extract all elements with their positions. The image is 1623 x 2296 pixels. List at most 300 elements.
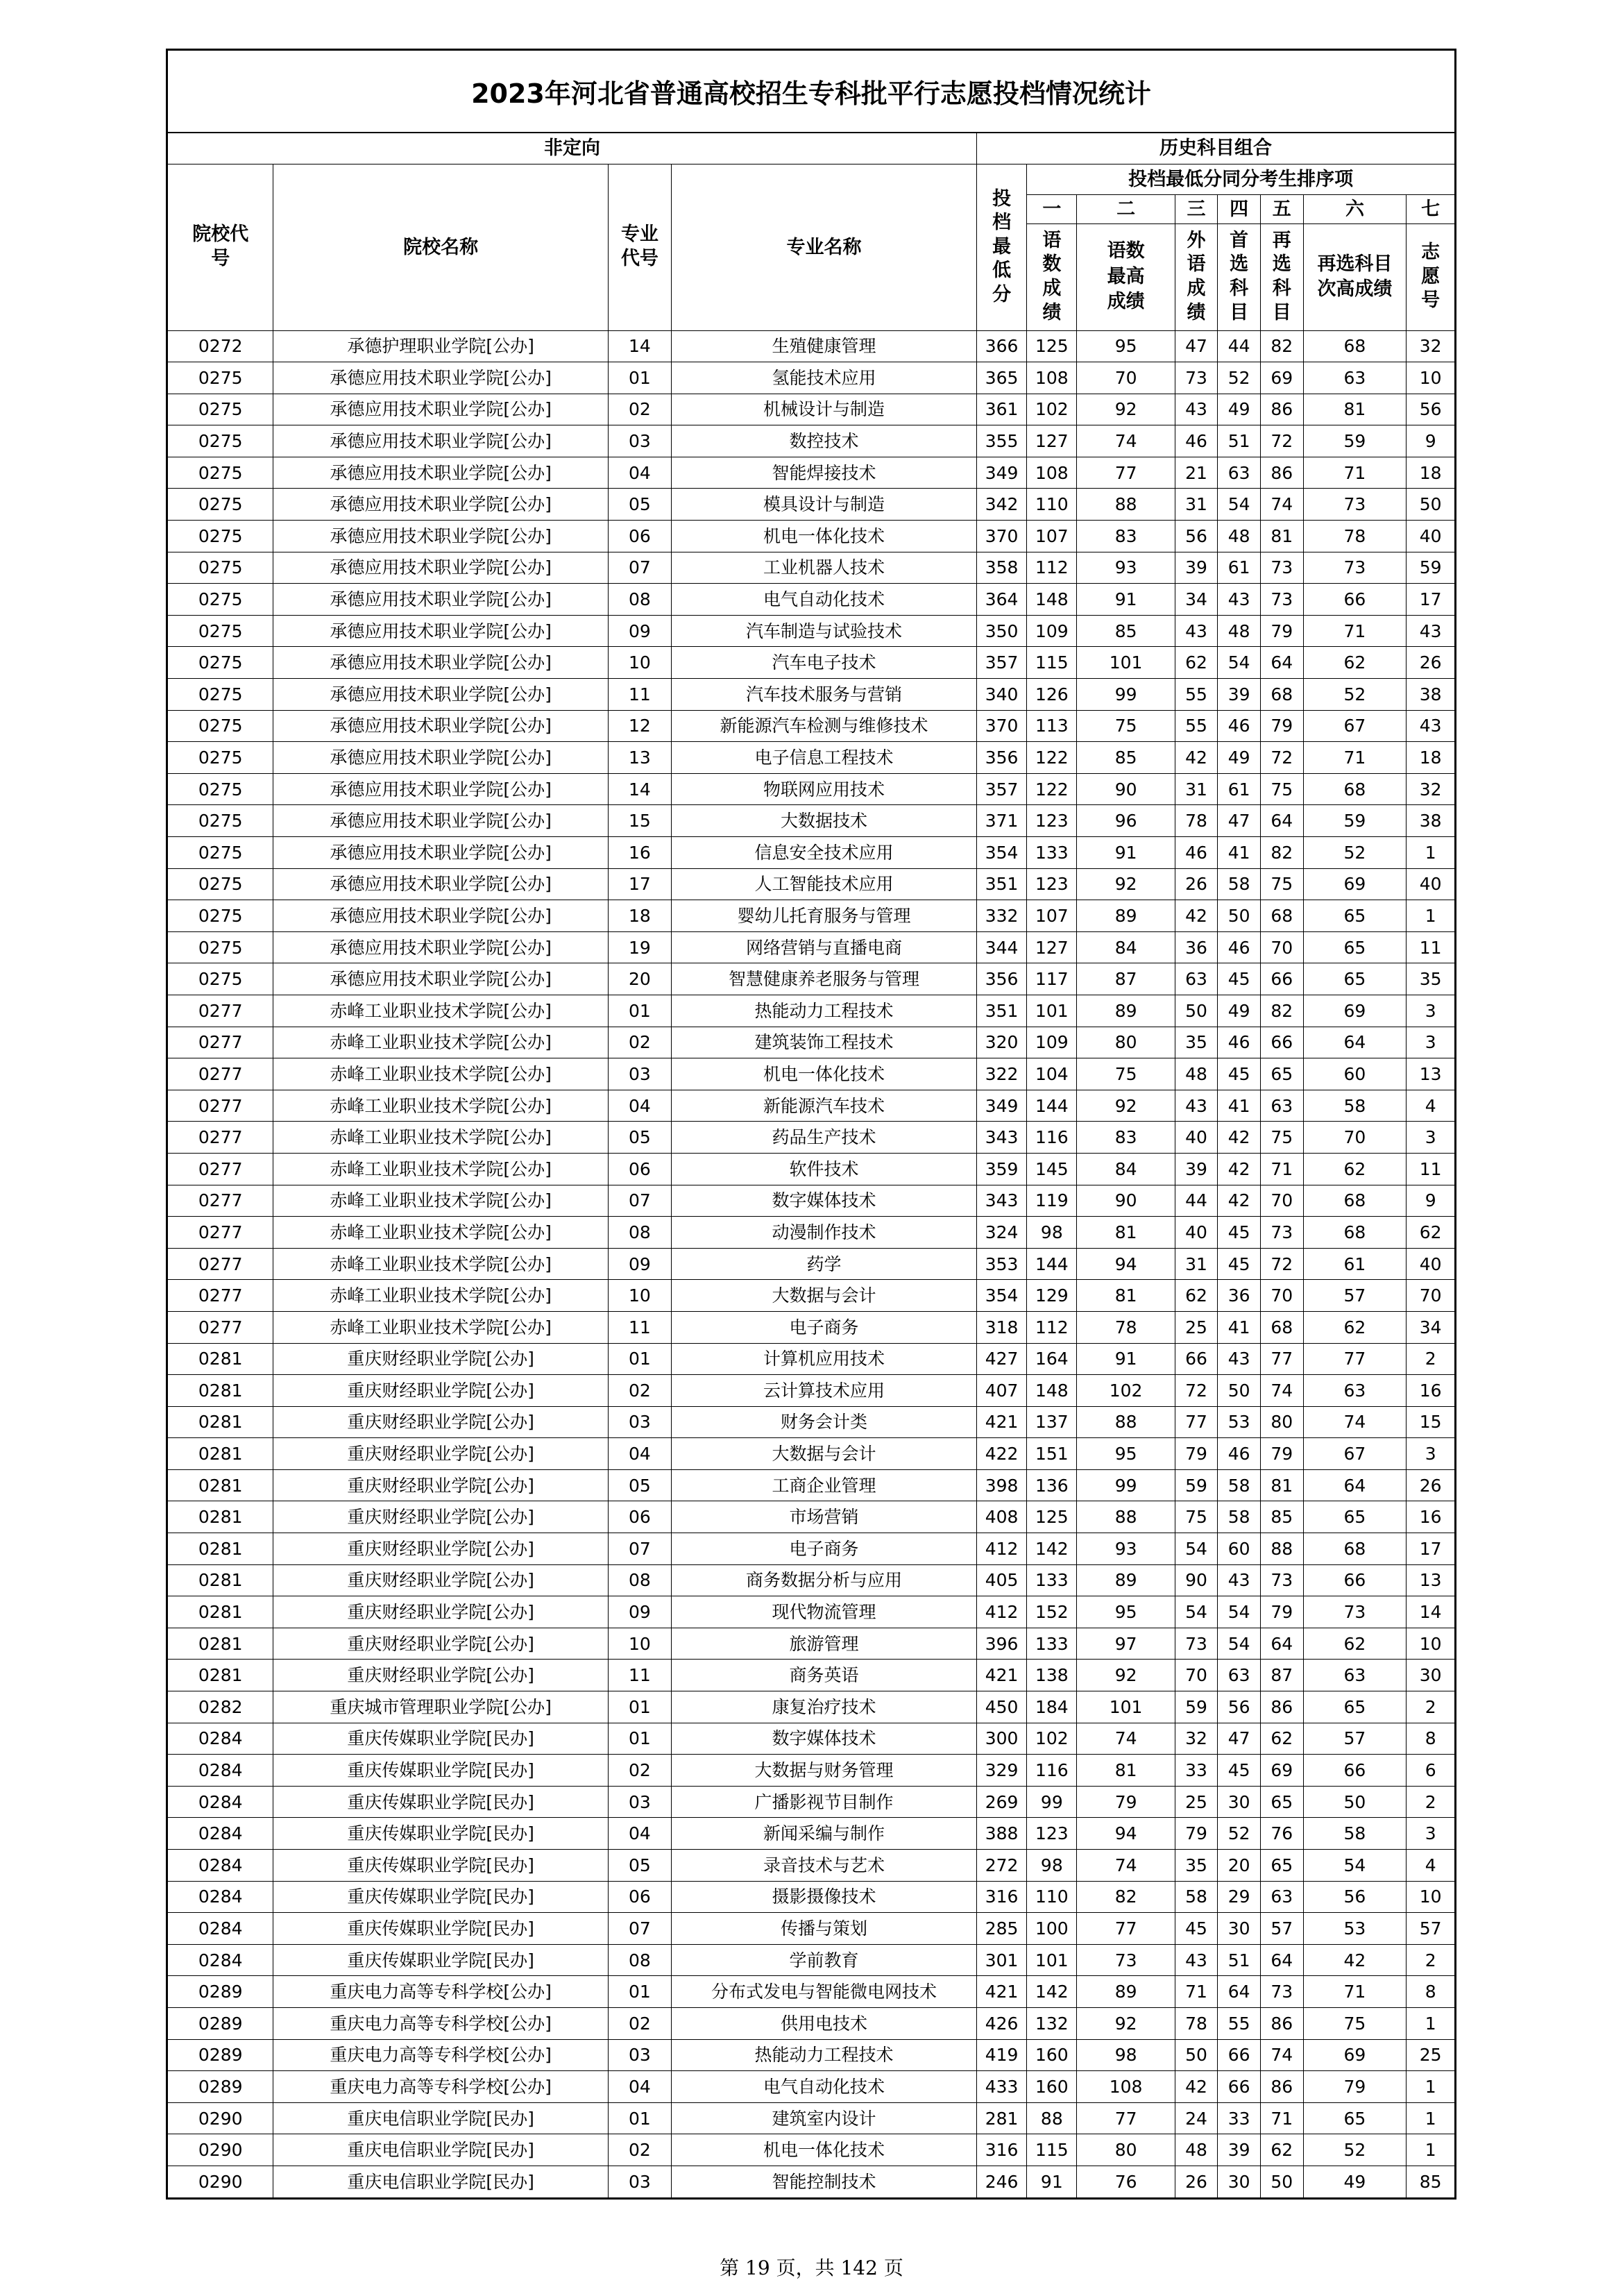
cell-first-subject: 55 [1218, 2007, 1261, 2039]
cell-second-subject: 75 [1260, 868, 1303, 900]
cell-major-name: 机电一体化技术 [672, 1058, 977, 1090]
cell-second-subject: 82 [1260, 837, 1303, 869]
cell-second-subject-secondary: 57 [1303, 1723, 1407, 1755]
cell-chinese-math: 138 [1027, 1660, 1077, 1691]
cell-major-code: 05 [608, 1850, 671, 1882]
cell-major-code: 07 [608, 1913, 671, 1945]
cell-school-code: 0284 [168, 1913, 273, 1945]
cell-choice-number: 9 [1407, 1185, 1454, 1217]
cell-chinese-math-max: 95 [1077, 1438, 1175, 1470]
table-row [168, 1564, 1454, 1596]
cell-choice-number: 25 [1407, 2039, 1454, 2071]
cell-school-code: 0277 [168, 995, 273, 1027]
cell-foreign-language: 79 [1175, 1818, 1218, 1850]
cell-major-name: 信息安全技术应用 [672, 837, 977, 869]
cell-major-code: 03 [608, 425, 671, 457]
cell-chinese-math-max: 77 [1077, 2102, 1175, 2134]
cell-second-subject: 63 [1260, 1090, 1303, 1122]
cell-second-subject: 64 [1260, 647, 1303, 679]
cell-second-subject: 74 [1260, 1375, 1303, 1407]
cell-major-name: 建筑室内设计 [672, 2102, 977, 2134]
cell-second-subject: 64 [1260, 1628, 1303, 1660]
cell-choice-number: 56 [1407, 394, 1454, 425]
cell-major-code: 09 [608, 615, 671, 647]
cell-second-subject-secondary: 78 [1303, 521, 1407, 552]
cell-foreign-language: 25 [1175, 1786, 1218, 1818]
cell-second-subject-secondary: 57 [1303, 1280, 1407, 1312]
cell-school-code: 0275 [168, 805, 273, 837]
cell-major-code: 05 [608, 1469, 671, 1501]
cell-choice-number: 4 [1407, 1090, 1454, 1122]
cell-second-subject-secondary: 61 [1303, 1248, 1407, 1280]
cell-min-score: 364 [976, 584, 1026, 616]
cell-major-name: 汽车制造与试验技术 [672, 615, 977, 647]
cell-major-code: 14 [608, 773, 671, 805]
cell-chinese-math: 104 [1027, 1058, 1077, 1090]
cell-min-score: 356 [976, 963, 1026, 995]
cell-school-code: 0275 [168, 362, 273, 394]
cell-school-code: 0275 [168, 931, 273, 963]
cell-major-code: 08 [608, 584, 671, 616]
cell-min-score: 343 [976, 1122, 1026, 1154]
cell-chinese-math: 112 [1027, 1311, 1077, 1343]
cell-choice-number: 1 [1407, 2102, 1454, 2134]
cell-major-name: 数控技术 [672, 425, 977, 457]
table-row [168, 1850, 1454, 1882]
cell-choice-number: 17 [1407, 584, 1454, 616]
cell-second-subject-secondary: 65 [1303, 963, 1407, 995]
cell-chinese-math: 122 [1027, 773, 1077, 805]
cell-min-score: 318 [976, 1311, 1026, 1343]
cell-first-subject: 50 [1218, 900, 1261, 932]
cell-second-subject-secondary: 54 [1303, 1850, 1407, 1882]
cell-school-name: 重庆电信职业学院[民办] [273, 2102, 608, 2134]
cell-first-subject: 44 [1218, 330, 1261, 362]
table-row [168, 1343, 1454, 1375]
cell-second-subject: 70 [1260, 931, 1303, 963]
cell-second-subject: 82 [1260, 995, 1303, 1027]
cell-second-subject: 73 [1260, 1217, 1303, 1249]
cell-chinese-math: 102 [1027, 1723, 1077, 1755]
cell-school-code: 0289 [168, 2071, 273, 2103]
cell-school-code: 0275 [168, 868, 273, 900]
cell-major-code: 20 [608, 963, 671, 995]
cell-first-subject: 42 [1218, 1122, 1261, 1154]
cell-chinese-math-max: 88 [1077, 489, 1175, 521]
cell-min-score: 357 [976, 773, 1026, 805]
cell-foreign-language: 39 [1175, 552, 1218, 584]
cell-chinese-math-max: 94 [1077, 1248, 1175, 1280]
ord-2: 二 [1077, 194, 1175, 223]
cell-school-name: 重庆财经职业学院[公办] [273, 1564, 608, 1596]
table-row [168, 1280, 1454, 1312]
cell-first-subject: 43 [1218, 584, 1261, 616]
cell-foreign-language: 40 [1175, 1217, 1218, 1249]
cell-chinese-math-max: 77 [1077, 1913, 1175, 1945]
table-row [168, 2102, 1454, 2134]
sub-first-subject: 首选科目 [1218, 223, 1261, 330]
cell-school-name: 赤峰工业职业技术学院[公办] [273, 1027, 608, 1058]
table-row [168, 1881, 1454, 1913]
cell-major-code: 10 [608, 1628, 671, 1660]
cell-chinese-math-max: 74 [1077, 1723, 1175, 1755]
cell-min-score: 419 [976, 2039, 1026, 2071]
cell-second-subject: 82 [1260, 330, 1303, 362]
cell-second-subject-secondary: 71 [1303, 615, 1407, 647]
cell-foreign-language: 36 [1175, 931, 1218, 963]
cell-school-code: 0275 [168, 837, 273, 869]
cell-major-name: 供用电技术 [672, 2007, 977, 2039]
cell-choice-number: 26 [1407, 647, 1454, 679]
cell-school-name: 重庆城市管理职业学院[公办] [273, 1691, 608, 1723]
cell-chinese-math-max: 90 [1077, 1185, 1175, 1217]
cell-first-subject: 50 [1218, 1375, 1261, 1407]
cell-school-code: 0275 [168, 963, 273, 995]
cell-choice-number: 14 [1407, 1596, 1454, 1628]
cell-chinese-math-max: 92 [1077, 394, 1175, 425]
table-row [168, 362, 1454, 394]
cell-chinese-math: 164 [1027, 1343, 1077, 1375]
cell-min-score: 405 [976, 1564, 1026, 1596]
cell-foreign-language: 59 [1175, 1469, 1218, 1501]
cell-min-score: 421 [976, 1660, 1026, 1691]
cell-min-score: 355 [976, 425, 1026, 457]
sub-foreign-language: 外语成绩 [1175, 223, 1218, 330]
cell-school-code: 0282 [168, 1691, 273, 1723]
cell-school-name: 承德应用技术职业学院[公办] [273, 963, 608, 995]
cell-major-name: 云计算技术应用 [672, 1375, 977, 1407]
cell-first-subject: 45 [1218, 1248, 1261, 1280]
cell-foreign-language: 44 [1175, 1185, 1218, 1217]
cell-second-subject: 86 [1260, 457, 1303, 489]
cell-choice-number: 3 [1407, 995, 1454, 1027]
cell-chinese-math: 110 [1027, 1881, 1077, 1913]
cell-second-subject-secondary: 64 [1303, 1027, 1407, 1058]
cell-second-subject-secondary: 73 [1303, 552, 1407, 584]
cell-school-name: 重庆财经职业学院[公办] [273, 1596, 608, 1628]
cell-chinese-math: 142 [1027, 1533, 1077, 1565]
table-body [168, 330, 1454, 2197]
cell-school-code: 0277 [168, 1185, 273, 1217]
cell-major-code: 02 [608, 2134, 671, 2166]
cell-second-subject: 86 [1260, 2007, 1303, 2039]
cell-second-subject: 57 [1260, 1913, 1303, 1945]
cell-school-code: 0272 [168, 330, 273, 362]
cell-major-code: 03 [608, 2039, 671, 2071]
cell-first-subject: 30 [1218, 1786, 1261, 1818]
cell-school-code: 0275 [168, 615, 273, 647]
cell-second-subject-secondary: 52 [1303, 2134, 1407, 2166]
cell-chinese-math-max: 80 [1077, 1027, 1175, 1058]
cell-foreign-language: 31 [1175, 1248, 1218, 1280]
cell-second-subject-secondary: 73 [1303, 489, 1407, 521]
cell-first-subject: 49 [1218, 742, 1261, 774]
cell-first-subject: 66 [1218, 2039, 1261, 2071]
cell-chinese-math: 116 [1027, 1755, 1077, 1787]
cell-foreign-language: 62 [1175, 1280, 1218, 1312]
cell-chinese-math-max: 93 [1077, 1533, 1175, 1565]
cell-second-subject: 76 [1260, 1818, 1303, 1850]
cell-min-score: 398 [976, 1469, 1026, 1501]
table-row [168, 1501, 1454, 1533]
cell-min-score: 342 [976, 489, 1026, 521]
cell-chinese-math-max: 78 [1077, 1311, 1175, 1343]
cell-school-code: 0284 [168, 1850, 273, 1882]
cell-school-code: 0275 [168, 457, 273, 489]
cell-chinese-math-max: 101 [1077, 1691, 1175, 1723]
cell-choice-number: 32 [1407, 773, 1454, 805]
cell-chinese-math-max: 89 [1077, 995, 1175, 1027]
cell-min-score: 427 [976, 1343, 1026, 1375]
cell-school-code: 0275 [168, 900, 273, 932]
cell-first-subject: 58 [1218, 1501, 1261, 1533]
cell-school-name: 重庆传媒职业学院[民办] [273, 1913, 608, 1945]
cell-school-name: 重庆财经职业学院[公办] [273, 1628, 608, 1660]
cell-second-subject: 65 [1260, 1058, 1303, 1090]
cell-foreign-language: 34 [1175, 584, 1218, 616]
table-row [168, 1660, 1454, 1691]
cell-min-score: 269 [976, 1786, 1026, 1818]
cell-major-code: 07 [608, 1185, 671, 1217]
cell-choice-number: 1 [1407, 2134, 1454, 2166]
cell-major-code: 01 [608, 995, 671, 1027]
table-row [168, 1311, 1454, 1343]
cell-major-code: 01 [608, 1691, 671, 1723]
cell-second-subject-secondary: 50 [1303, 1786, 1407, 1818]
cell-chinese-math: 108 [1027, 457, 1077, 489]
cell-major-name: 电子商务 [672, 1311, 977, 1343]
cell-min-score: 358 [976, 552, 1026, 584]
cell-chinese-math-max: 95 [1077, 1596, 1175, 1628]
cell-min-score: 408 [976, 1501, 1026, 1533]
cell-min-score: 322 [976, 1058, 1026, 1090]
cell-second-subject: 63 [1260, 1881, 1303, 1913]
cell-school-name: 承德应用技术职业学院[公办] [273, 521, 608, 552]
cell-school-name: 赤峰工业职业技术学院[公办] [273, 1122, 608, 1154]
cell-chinese-math: 148 [1027, 584, 1077, 616]
cell-first-subject: 39 [1218, 2134, 1261, 2166]
cell-school-name: 承德应用技术职业学院[公办] [273, 425, 608, 457]
cell-first-subject: 52 [1218, 1818, 1261, 1850]
cell-major-code: 02 [608, 394, 671, 425]
cell-foreign-language: 31 [1175, 489, 1218, 521]
cell-choice-number: 30 [1407, 1660, 1454, 1691]
cell-foreign-language: 72 [1175, 1375, 1218, 1407]
cell-foreign-language: 78 [1175, 2007, 1218, 2039]
cell-second-subject: 68 [1260, 1311, 1303, 1343]
cell-school-code: 0284 [168, 1818, 273, 1850]
cell-first-subject: 49 [1218, 394, 1261, 425]
cell-chinese-math: 117 [1027, 963, 1077, 995]
ord-6: 六 [1303, 194, 1407, 223]
cell-major-name: 智慧健康养老服务与管理 [672, 963, 977, 995]
cell-chinese-math-max: 98 [1077, 2039, 1175, 2071]
col-school-code: 院校代号 [168, 164, 273, 330]
cell-chinese-math-max: 73 [1077, 1944, 1175, 1976]
cell-major-code: 03 [608, 2166, 671, 2197]
cell-first-subject: 56 [1218, 1691, 1261, 1723]
cell-chinese-math: 109 [1027, 1027, 1077, 1058]
cell-first-subject: 20 [1218, 1850, 1261, 1882]
cell-chinese-math-max: 108 [1077, 2071, 1175, 2103]
cell-school-code: 0281 [168, 1628, 273, 1660]
cell-second-subject-secondary: 59 [1303, 425, 1407, 457]
table-row [168, 521, 1454, 552]
cell-min-score: 344 [976, 931, 1026, 963]
table-row [168, 1976, 1454, 2008]
table-row [168, 995, 1454, 1027]
cell-first-subject: 63 [1218, 457, 1261, 489]
cell-school-name: 重庆电信职业学院[民办] [273, 2134, 608, 2166]
cell-min-score: 357 [976, 647, 1026, 679]
cell-major-name: 智能焊接技术 [672, 457, 977, 489]
cell-major-name: 建筑装饰工程技术 [672, 1027, 977, 1058]
cell-first-subject: 36 [1218, 1280, 1261, 1312]
cell-major-code: 06 [608, 1153, 671, 1185]
cell-first-subject: 30 [1218, 1913, 1261, 1945]
cell-second-subject: 79 [1260, 615, 1303, 647]
cell-major-code: 11 [608, 1311, 671, 1343]
cell-chinese-math-max: 96 [1077, 805, 1175, 837]
cell-min-score: 365 [976, 362, 1026, 394]
cell-school-name: 承德应用技术职业学院[公办] [273, 394, 608, 425]
cell-school-code: 0277 [168, 1280, 273, 1312]
cell-min-score: 320 [976, 1027, 1026, 1058]
cell-foreign-language: 33 [1175, 1755, 1218, 1787]
cell-chinese-math: 109 [1027, 615, 1077, 647]
col-min-score: 投档最低分 [976, 164, 1026, 330]
cell-school-code: 0281 [168, 1660, 273, 1691]
cell-second-subject-secondary: 63 [1303, 1375, 1407, 1407]
cell-major-code: 06 [608, 521, 671, 552]
cell-second-subject-secondary: 69 [1303, 868, 1407, 900]
page-title: 2023年河北省普通高校招生专科批平行志愿投档情况统计 [168, 51, 1454, 133]
cell-major-code: 01 [608, 362, 671, 394]
cell-second-subject-secondary: 74 [1303, 1406, 1407, 1438]
cell-school-name: 重庆电力高等专科学校[公办] [273, 1976, 608, 2008]
cell-first-subject: 30 [1218, 2166, 1261, 2197]
cell-major-name: 大数据与会计 [672, 1438, 977, 1470]
cell-chinese-math-max: 93 [1077, 552, 1175, 584]
cell-choice-number: 18 [1407, 457, 1454, 489]
cell-major-name: 计算机应用技术 [672, 1343, 977, 1375]
table-row [168, 1375, 1454, 1407]
cell-school-name: 承德应用技术职业学院[公办] [273, 362, 608, 394]
cell-chinese-math: 160 [1027, 2071, 1077, 2103]
cell-second-subject-secondary: 68 [1303, 773, 1407, 805]
cell-school-name: 承德应用技术职业学院[公办] [273, 868, 608, 900]
table-row [168, 615, 1454, 647]
cell-school-name: 重庆电力高等专科学校[公办] [273, 2039, 608, 2071]
table-row [168, 330, 1454, 362]
cell-choice-number: 26 [1407, 1469, 1454, 1501]
cell-major-name: 数字媒体技术 [672, 1723, 977, 1755]
cell-school-name: 赤峰工业职业技术学院[公办] [273, 1058, 608, 1090]
cell-chinese-math-max: 76 [1077, 2166, 1175, 2197]
cell-school-name: 重庆财经职业学院[公办] [273, 1375, 608, 1407]
cell-choice-number: 40 [1407, 521, 1454, 552]
cell-chinese-math-max: 95 [1077, 330, 1175, 362]
cell-major-name: 机电一体化技术 [672, 2134, 977, 2166]
cell-choice-number: 17 [1407, 1533, 1454, 1565]
cell-school-name: 承德应用技术职业学院[公办] [273, 837, 608, 869]
cell-foreign-language: 46 [1175, 837, 1218, 869]
table-row [168, 931, 1454, 963]
cell-school-code: 0281 [168, 1501, 273, 1533]
cell-chinese-math-max: 83 [1077, 521, 1175, 552]
cell-major-code: 04 [608, 1818, 671, 1850]
cell-foreign-language: 42 [1175, 900, 1218, 932]
cell-chinese-math-max: 80 [1077, 2134, 1175, 2166]
table-row [168, 457, 1454, 489]
table-row [168, 425, 1454, 457]
cell-school-code: 0275 [168, 584, 273, 616]
cell-chinese-math-max: 85 [1077, 615, 1175, 647]
table-row [168, 1818, 1454, 1850]
cell-first-subject: 58 [1218, 868, 1261, 900]
admission-score-table [168, 133, 1454, 2197]
table-row [168, 1122, 1454, 1154]
cell-second-subject: 70 [1260, 1280, 1303, 1312]
table-row [168, 584, 1454, 616]
cell-foreign-language: 77 [1175, 1406, 1218, 1438]
cell-min-score: 281 [976, 2102, 1026, 2134]
cell-foreign-language: 48 [1175, 1058, 1218, 1090]
cell-min-score: 370 [976, 710, 1026, 742]
cell-min-score: 316 [976, 1881, 1026, 1913]
cell-foreign-language: 59 [1175, 1691, 1218, 1723]
table-row [168, 1090, 1454, 1122]
cell-major-name: 大数据技术 [672, 805, 977, 837]
cell-school-name: 重庆财经职业学院[公办] [273, 1438, 608, 1470]
cell-chinese-math-max: 81 [1077, 1280, 1175, 1312]
cell-second-subject-secondary: 68 [1303, 330, 1407, 362]
cell-min-score: 354 [976, 837, 1026, 869]
cell-second-subject-secondary: 60 [1303, 1058, 1407, 1090]
cell-school-name: 承德应用技术职业学院[公办] [273, 615, 608, 647]
cell-choice-number: 3 [1407, 1027, 1454, 1058]
cell-school-name: 承德应用技术职业学院[公办] [273, 457, 608, 489]
cell-choice-number: 16 [1407, 1375, 1454, 1407]
cell-second-subject-secondary: 62 [1303, 1311, 1407, 1343]
table-row [168, 805, 1454, 837]
cell-min-score: 300 [976, 1723, 1026, 1755]
cell-first-subject: 33 [1218, 2102, 1261, 2134]
cell-school-code: 0275 [168, 679, 273, 711]
cell-foreign-language: 56 [1175, 521, 1218, 552]
cell-chinese-math: 115 [1027, 647, 1077, 679]
col-major-code: 专业代号 [608, 164, 671, 330]
cell-chinese-math-max: 81 [1077, 1217, 1175, 1249]
cell-major-name: 新能源汽车检测与维修技术 [672, 710, 977, 742]
cell-second-subject: 70 [1260, 1185, 1303, 1217]
cell-choice-number: 43 [1407, 615, 1454, 647]
cell-second-subject: 66 [1260, 1027, 1303, 1058]
cell-chinese-math: 127 [1027, 931, 1077, 963]
cell-chinese-math-max: 92 [1077, 1660, 1175, 1691]
cell-foreign-language: 40 [1175, 1122, 1218, 1154]
cell-major-name: 人工智能技术应用 [672, 868, 977, 900]
cell-second-subject-secondary: 66 [1303, 1564, 1407, 1596]
cell-second-subject-secondary: 81 [1303, 394, 1407, 425]
cell-school-code: 0289 [168, 1976, 273, 2008]
cell-choice-number: 3 [1407, 1818, 1454, 1850]
cell-chinese-math-max: 99 [1077, 1469, 1175, 1501]
cell-chinese-math: 122 [1027, 742, 1077, 774]
cell-chinese-math-max: 77 [1077, 457, 1175, 489]
cell-second-subject-secondary: 66 [1303, 1755, 1407, 1787]
cell-foreign-language: 75 [1175, 1501, 1218, 1533]
